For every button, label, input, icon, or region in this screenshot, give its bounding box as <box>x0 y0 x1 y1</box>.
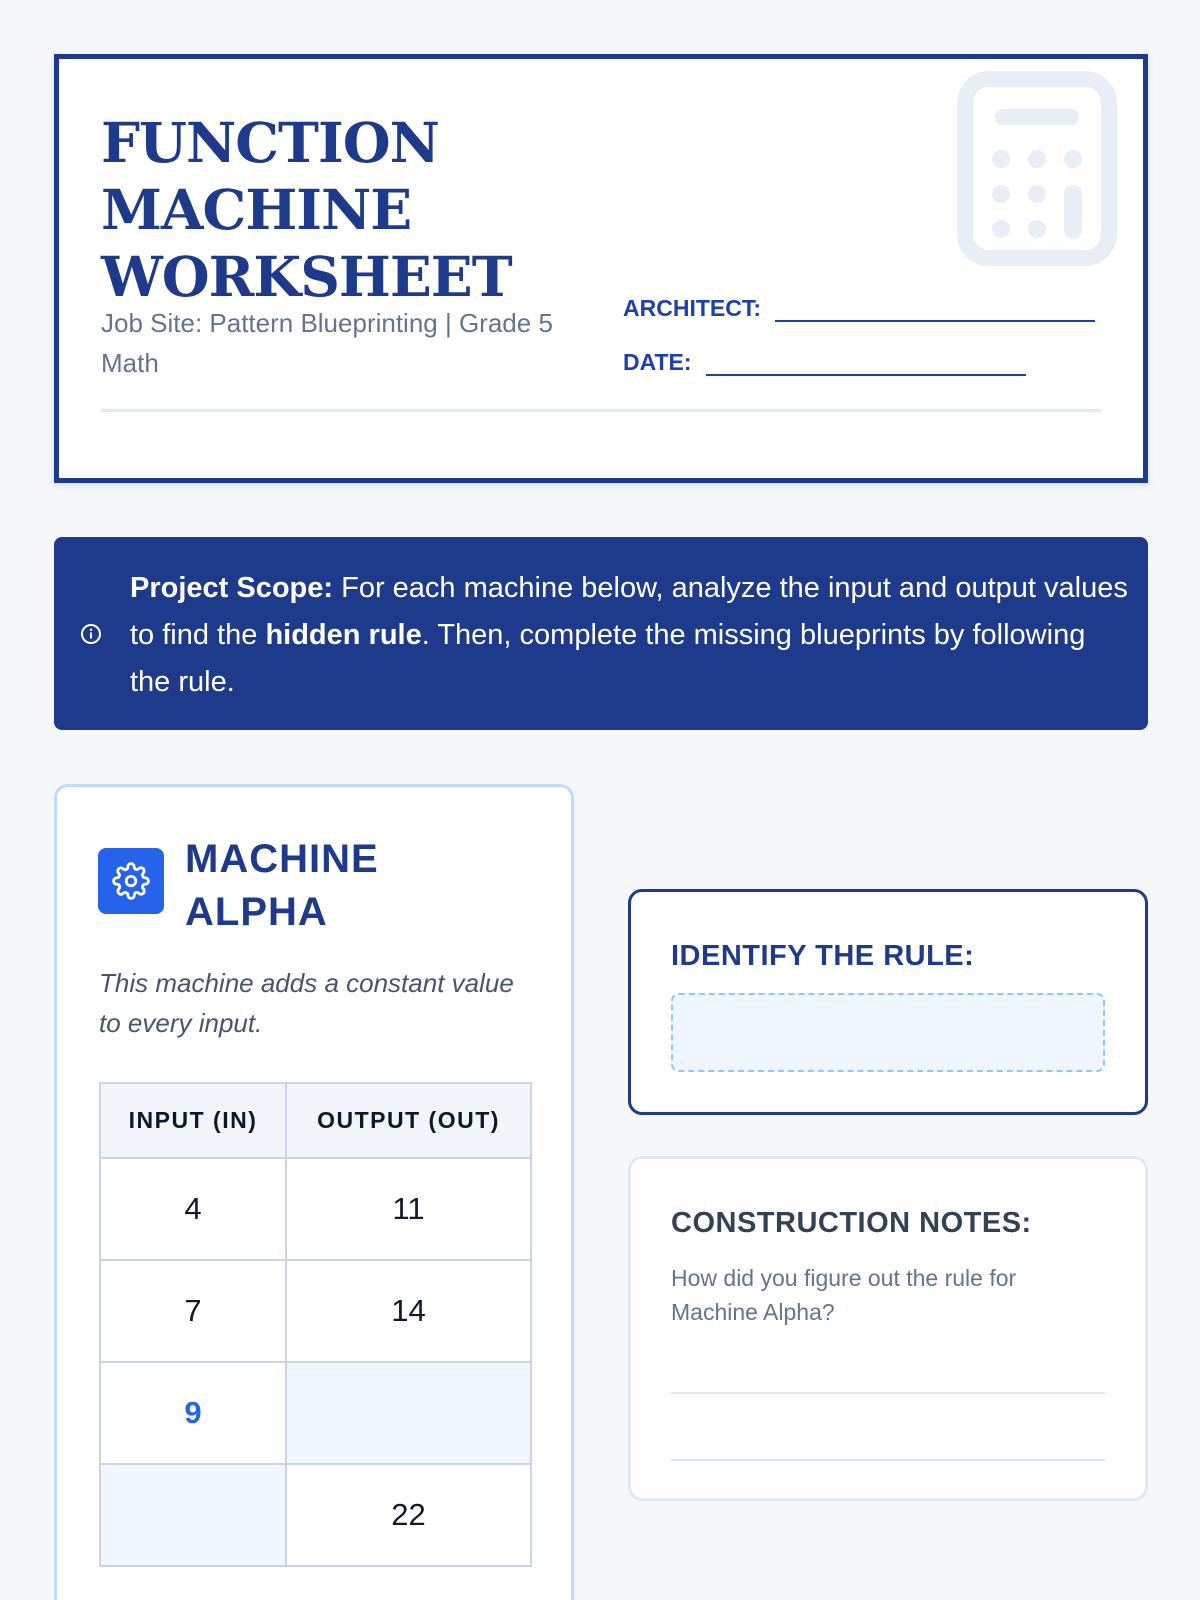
machine-title-line-1: MACHINE <box>185 837 379 881</box>
title-line-1: FUNCTION <box>101 110 439 175</box>
architect-field[interactable] <box>623 295 1095 322</box>
construction-notes-label: CONSTRUCTION NOTES: <box>671 1207 1032 1239</box>
architect-write-line[interactable] <box>775 298 1095 322</box>
input-answer-cell[interactable] <box>100 1464 286 1566</box>
construction-notes-card <box>628 1156 1148 1501</box>
notes-write-line[interactable] <box>671 1459 1105 1461</box>
scope-text-1: For each machine below, analyze the input and output values to find the <box>130 572 1128 651</box>
project-scope-banner <box>54 537 1148 730</box>
input-output-table <box>99 1082 532 1567</box>
rule-answer-box[interactable] <box>671 993 1105 1072</box>
worksheet-header <box>54 54 1148 483</box>
output-cell: 11 <box>286 1158 531 1260</box>
gear-icon <box>112 862 150 900</box>
date-label: DATE: <box>623 349 692 375</box>
notes-prompt: How did you figure out the rule for Machine Alpha? <box>671 1265 1017 1325</box>
machine-title <box>185 833 379 939</box>
date-write-line[interactable] <box>706 352 1026 376</box>
scope-text-2: . Then, complete the missing blueprints by following the rule. <box>130 619 1086 698</box>
page-title <box>101 109 512 310</box>
table-row <box>100 1362 531 1464</box>
output-cell: 14 <box>286 1260 531 1362</box>
calculator-icon <box>957 71 1117 266</box>
title-line-2: MACHINE <box>101 177 412 242</box>
project-scope-text <box>130 565 1130 706</box>
scope-lead: Project Scope: <box>130 572 334 604</box>
machine-title-line-2: ALPHA <box>185 890 328 934</box>
column-header-input: INPUT (IN) <box>100 1083 286 1158</box>
identify-rule-label: IDENTIFY THE RULE: <box>671 940 975 972</box>
table-row <box>100 1158 531 1260</box>
output-answer-cell[interactable] <box>286 1362 531 1464</box>
scope-emphasis: hidden rule <box>265 619 422 651</box>
architect-label: ARCHITECT: <box>623 295 761 321</box>
input-cell: 9 <box>100 1362 286 1464</box>
output-cell: 22 <box>286 1464 531 1566</box>
machine-description: This machine adds a constant value to every input. <box>99 968 514 1038</box>
identify-rule-card <box>628 889 1148 1115</box>
machine-badge <box>98 848 164 914</box>
header-divider <box>101 409 1101 412</box>
table-row <box>100 1464 531 1566</box>
column-header-output: OUTPUT (OUT) <box>286 1083 531 1158</box>
table-row <box>100 1260 531 1362</box>
table-header-row <box>100 1083 531 1158</box>
input-cell: 4 <box>100 1158 286 1260</box>
machine-alpha-card <box>54 784 574 1600</box>
notes-write-line[interactable] <box>671 1392 1105 1394</box>
subtitle: Job Site: Pattern Blueprinting | Grade 5 Math <box>101 308 553 378</box>
title-line-3: WORKSHEET <box>101 244 512 309</box>
date-field[interactable] <box>623 349 1026 376</box>
input-cell: 7 <box>100 1260 286 1362</box>
info-icon <box>80 623 102 645</box>
